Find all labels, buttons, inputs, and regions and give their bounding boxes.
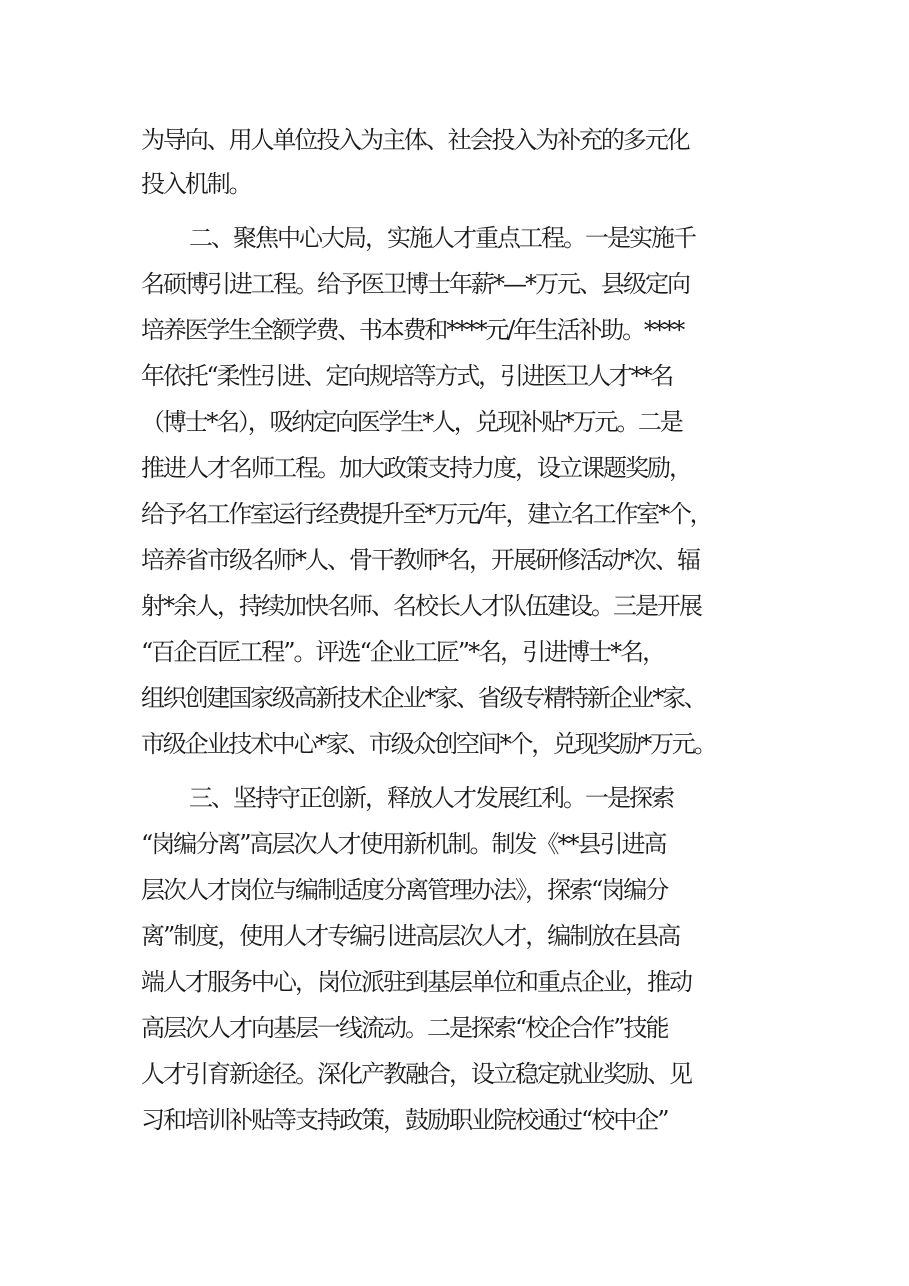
text-line-16: “岗编分离”高层次人才使用新机制。制发《**县引进高 [141,830,666,858]
text-line-14: 市级企业技术中心*家、市级众创空间*个，兑现奖励*万元。 [141,730,716,758]
text-line-1: 为导向、用人单位投入为主体、社会投入为补充的多元化 [141,126,689,154]
text-line-7: （博士*名），吸纳定向医学生*人，兑现补贴*万元。二是 [141,408,682,436]
text-line-19: 端人才服务中心，岗位派驻到基层单位和重点企业，推动 [141,968,691,996]
text-line-13: 组织创建国家级高新技术企业*家、省级专精特新企业*家、 [141,684,706,712]
text-line-9: 给予名工作室运行经费提升至*万元/年，建立名工作室*个， [141,500,712,528]
text-line-5: 培养医学生全额学费、书本费和****元/年生活补助。**** [141,316,684,344]
text-line-15: 三、坚持守正创新，释放人才发展红利。一是探索 [189,784,673,812]
text-line-20: 高层次人才向基层一线流动。二是探索“校企合作”技能 [141,1014,668,1042]
text-line-2: 投入机制。 [141,170,251,198]
text-line-3: 二、聚焦中心大局，实施人才重点工程。一是实施千 [189,224,695,252]
text-line-17: 层次人才岗位与编制适度分离管理办法》，探索“岗编分 [141,876,668,904]
text-line-11: 射*余人，持续加快名师、名校长人才队伍建设。三是开展 [141,592,701,620]
text-line-21: 人才引育新途径。深化产教融合，设立稳定就业奖励、见 [141,1060,691,1088]
text-line-12: “百企百匠工程”。评选“企业工匠”*名，引进博士*名， [141,638,665,666]
text-line-6: 年依托“柔性引进、定向规培等方式，引进医卫人才**名 [141,362,673,390]
text-line-22: 习和培训补贴等支持政策，鼓励职业院校通过“校中企” [141,1106,668,1134]
text-line-10: 培养省市级名师*人、骨干教师*名，开展研修活动*次、辐 [141,546,699,574]
text-line-18: 离”制度，使用人才专编引进高层次人才，编制放在县高 [141,922,680,950]
text-line-8: 推进人才名师工程。加大政策支持力度，设立课题奖励， [141,454,691,482]
text-line-4: 名硕博引进工程。给予医卫博士年薪*—*万元、县级定向 [141,270,689,298]
